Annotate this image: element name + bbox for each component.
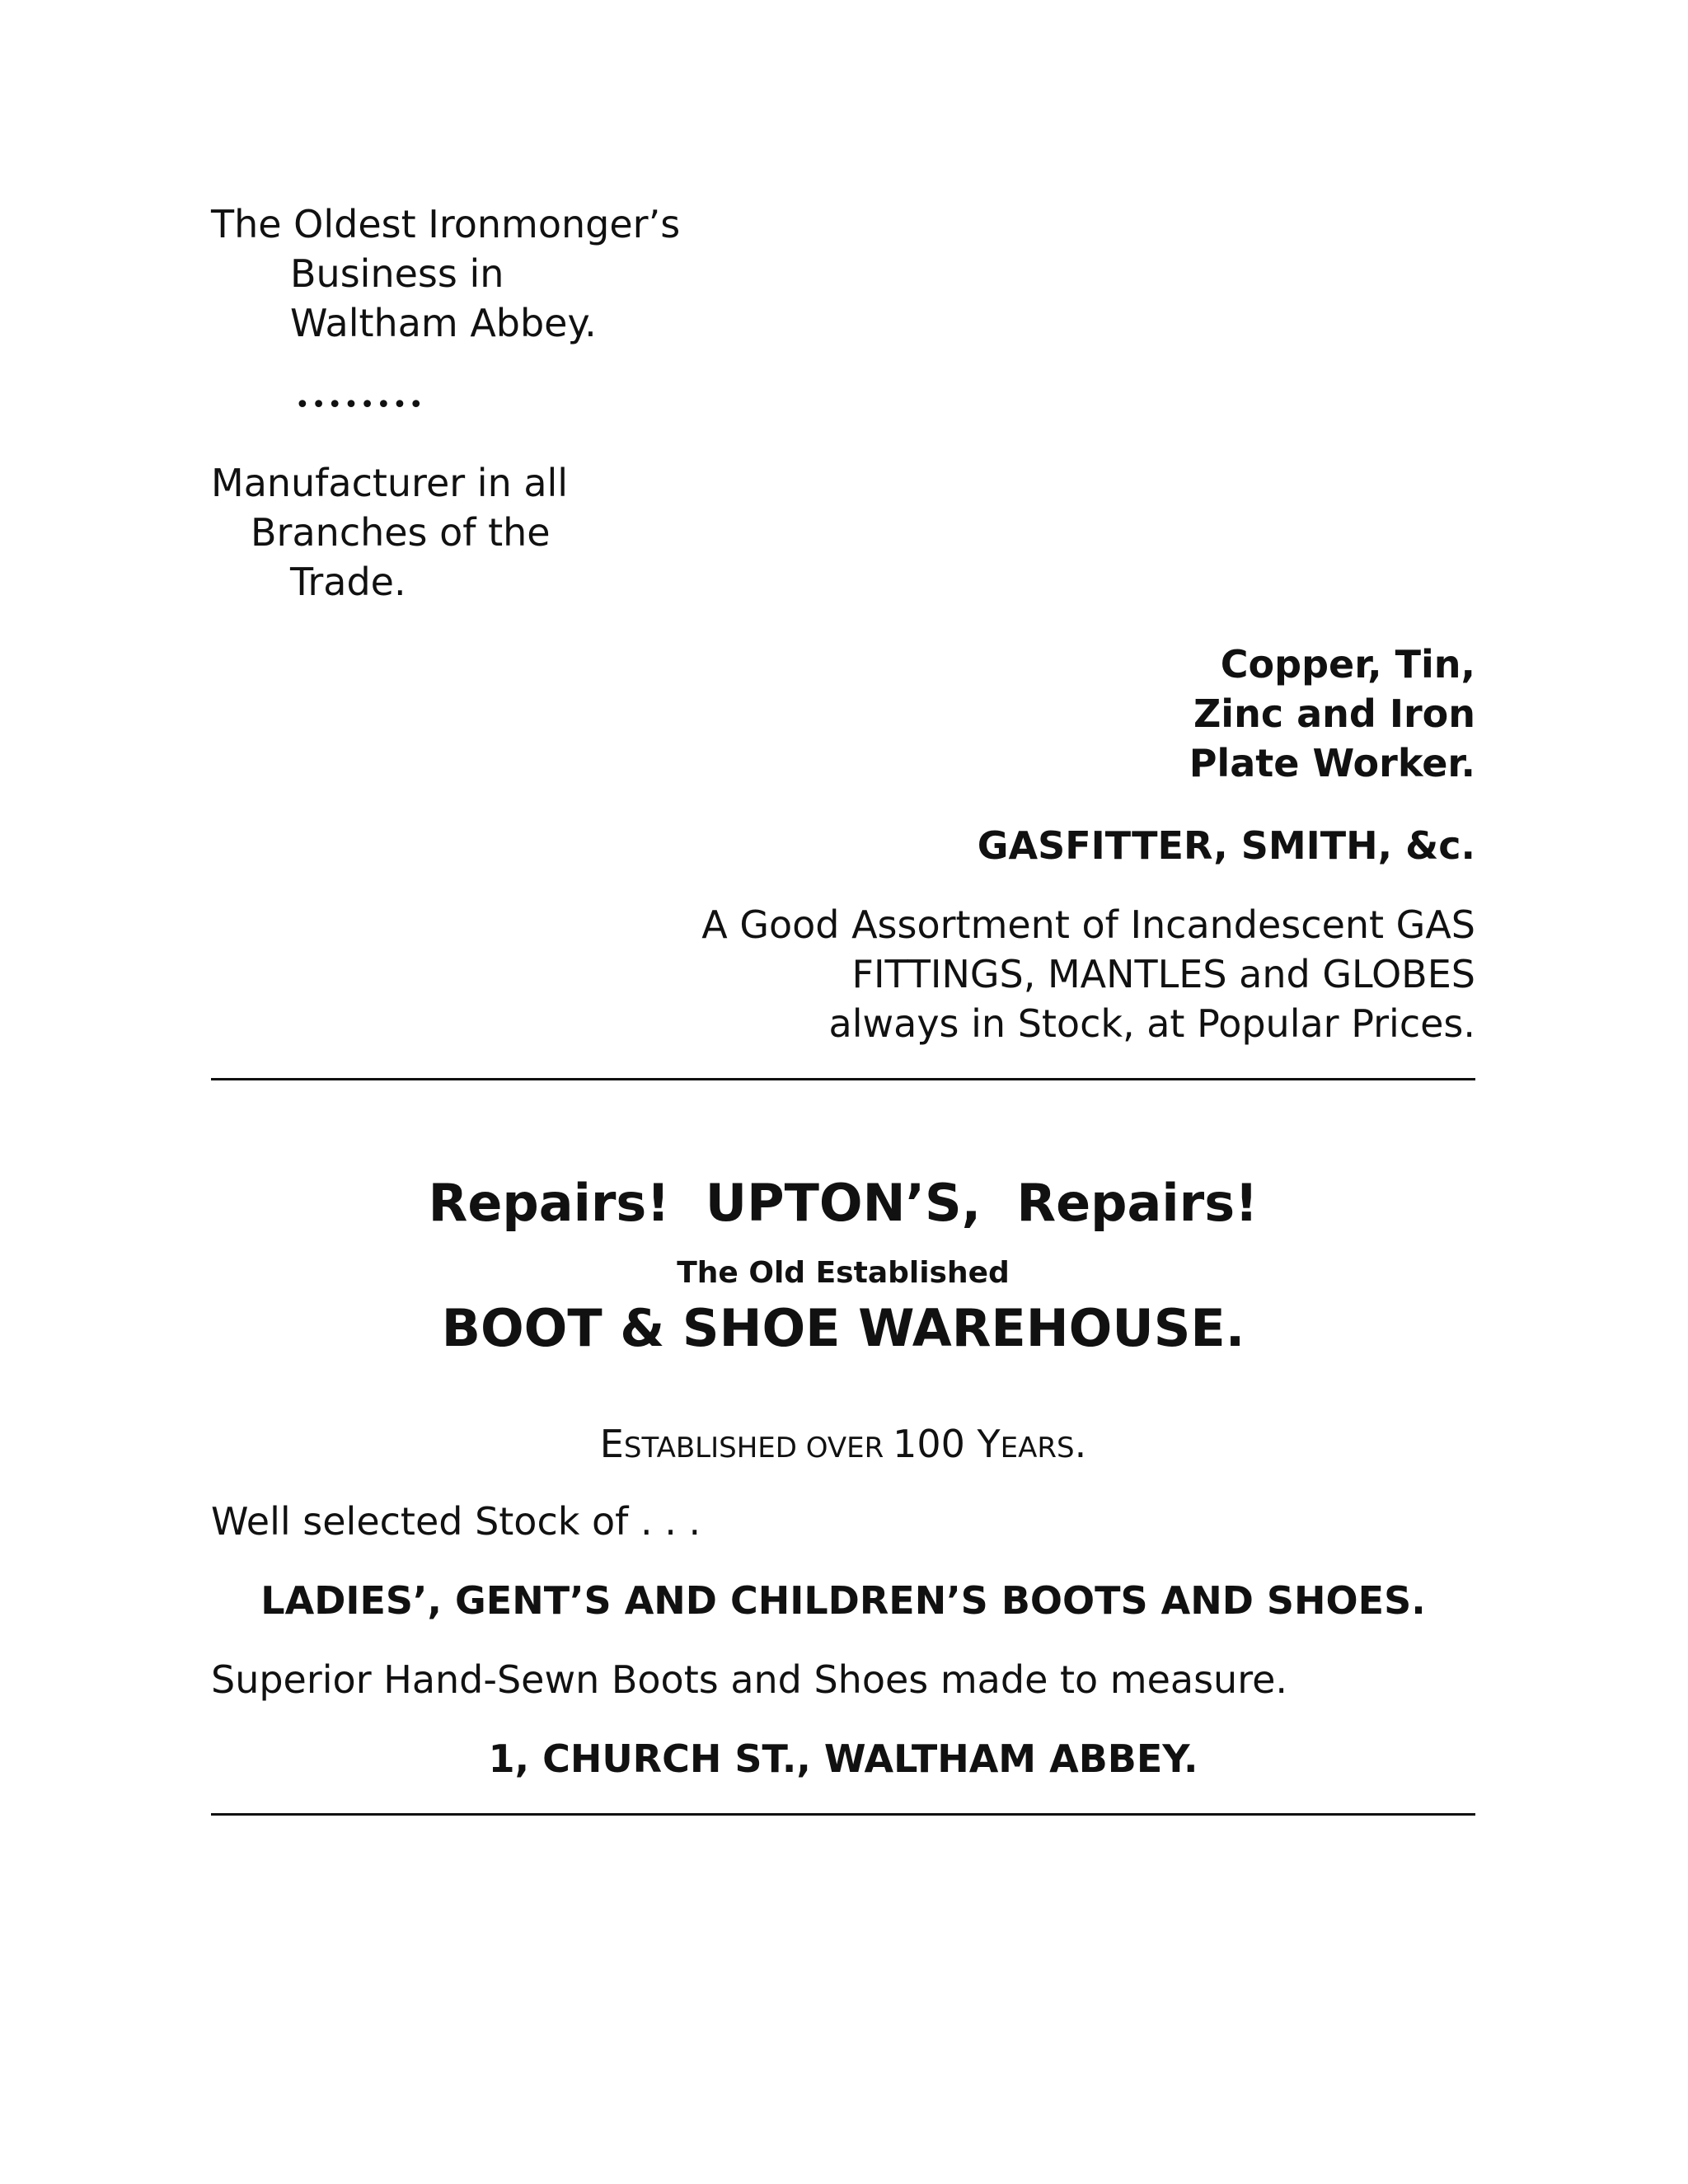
established-part-2: STABLISHED OVER [623,1432,893,1465]
metal-line-2: Zinc and Iron [1193,691,1475,736]
stock-line-3: always in Stock, at Popular Prices. [828,1001,1475,1046]
stock-line-2: FITTINGS, MANTLES and GLOBES [851,952,1475,996]
manufacturer-line-2: Branches of the [251,510,551,555]
product-line: LADIES’, GENT’S AND CHILDREN’S BOOTS AND SHOES. [260,1578,1426,1623]
established-part-5: . [1074,1422,1087,1466]
dot-separator: •••••••• [295,391,425,419]
established-part-1: E [599,1422,624,1466]
upton-subhead: The Old Established [677,1256,1010,1290]
metal-line-3: Plate Worker. [1189,741,1475,785]
established-part-3: 100 Y [893,1422,1001,1466]
stock-line-1: A Good Assortment of Incandescent GAS [701,902,1475,947]
manufacturer-line-3: Trade. [290,560,406,604]
established-part-4: EARS [1000,1432,1075,1465]
divider-rule-2 [211,1813,1475,1816]
divider-rule-1 [211,1078,1475,1080]
stock-intro: Well selected Stock of . . . [211,1499,701,1544]
intro-line-1: The Oldest Ironmonger’s [211,202,681,246]
upton-business-name: BOOT & SHOE WAREHOUSE. [441,1298,1245,1358]
metal-line-1: Copper, Tin, [1220,642,1475,687]
established-line [211,1419,1475,1478]
stock-block [569,900,1475,1048]
trades-line: GASFITTER, SMITH, &c. [977,823,1475,868]
manufacturer-line-1: Manufacturer in all [211,461,569,505]
intro-line-2: Business in [290,251,504,296]
metal-worker-block [734,640,1475,788]
address-line: 1, CHURCH ST., WALTHAM ABBEY. [488,1736,1198,1781]
bespoke-line: Superior Hand-Sewn Boots and Shoes made to measure. [211,1657,1288,1702]
upton-headline: Repairs! UPTON’S, Repairs! [428,1173,1259,1233]
intro-line-3: Waltham Abbey. [290,301,597,345]
